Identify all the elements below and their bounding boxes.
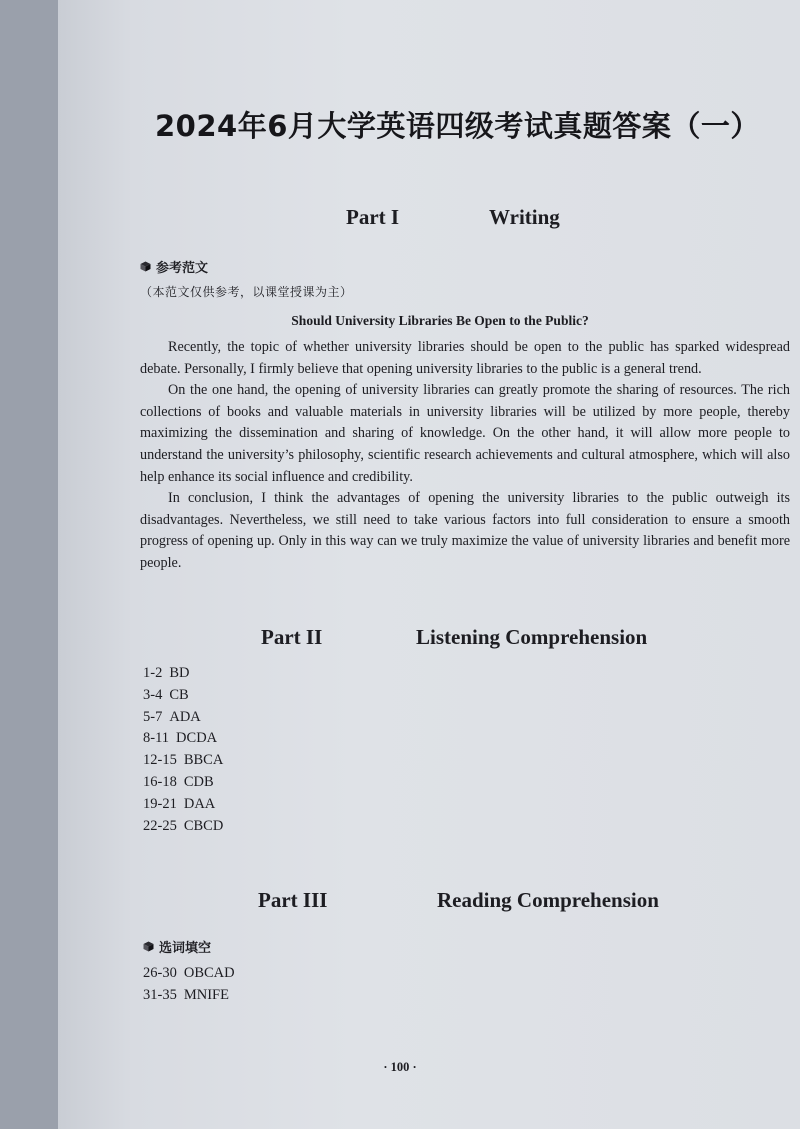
answer-range: 1-2	[143, 665, 163, 681]
answer-range: 3-4	[143, 686, 163, 703]
part1-number: Part I	[346, 205, 400, 229]
essay-paragraph: On the one hand, the opening of university libraries can greatly promote the sharing of resources. The rich collections of books and valuable materials in university libraries will be utilized by more people, thereby maximizing the dissemination and sharing of knowledge. On the other hand, it will allow more people to understand the university’s philosophy, scientific research achievements and cultural atmosphere, which will also help enhance its social influence and credibility.	[140, 382, 790, 485]
part3-subsection	[143, 937, 211, 956]
part1-subsection-label: 参考范文	[156, 261, 209, 276]
answer-range: 5-7	[143, 708, 163, 725]
answer-row	[143, 728, 223, 750]
answer-value: MNIFE	[183, 986, 229, 1003]
answer-row	[143, 963, 235, 985]
reading-answers	[143, 963, 235, 1007]
answer-range: 31-35	[143, 986, 177, 1003]
answer-value: DCDA	[176, 730, 218, 747]
part1-subsection	[140, 257, 208, 276]
part3-name: Reading Comprehension	[437, 888, 659, 912]
answer-row	[143, 707, 223, 729]
answer-value: ADA	[169, 708, 201, 725]
essay-body	[140, 337, 790, 575]
part3-subsection-label: 选词填空	[159, 941, 212, 956]
answer-row	[143, 750, 223, 772]
answer-range: 16-18	[143, 773, 177, 790]
answer-range: 19-21	[143, 795, 177, 812]
answer-row	[143, 685, 223, 707]
answer-row	[143, 772, 223, 794]
answer-value: OBCAD	[183, 965, 235, 981]
answer-value: BD	[169, 665, 190, 681]
answer-value: CDB	[183, 773, 214, 790]
answer-value: CB	[169, 686, 189, 703]
answer-range: 26-30	[143, 965, 177, 981]
part3-number: Part III	[258, 888, 328, 912]
essay-paragraph: In conclusion, I think the advantages of opening the university libraries to the public outweigh its disadvantages. Nevertheless, we still need to take various factors into full consideration to ensure a smooth progress of opening up. Only in this way can we truly maximize the value of university libraries and benefit more people.	[140, 490, 790, 571]
part1-name: Writing	[489, 205, 560, 229]
page-title: 2024年6月大学英语四级考试真题答案（一）	[155, 109, 760, 143]
answer-range: 22-25	[143, 817, 177, 834]
answer-range: 12-15	[143, 752, 177, 769]
cube-bullet-icon	[140, 261, 151, 272]
part2-number: Part II	[261, 625, 323, 649]
essay-title: Should University Libraries Be Open to the Public?	[291, 313, 589, 328]
listening-answers	[143, 663, 223, 837]
answer-row	[143, 985, 235, 1007]
answer-value: DAA	[183, 795, 216, 812]
answer-value: CBCD	[183, 817, 224, 834]
answer-range: 8-11	[143, 730, 170, 747]
answer-value: BBCA	[183, 752, 224, 769]
essay-paragraph: Recently, the topic of whether university libraries should be open to the public has sparked widespread debate. Personally, I firmly believe that opening university libraries to the public is a general trend.	[140, 339, 790, 377]
part2-name: Listening Comprehension	[416, 625, 648, 649]
essay-note: （本范文仅供参考，以课堂授课为主）	[140, 285, 353, 299]
answer-row	[143, 663, 223, 685]
page-number: · 100 ·	[383, 1060, 417, 1074]
answer-row	[143, 794, 223, 816]
cube-bullet-icon	[143, 941, 154, 952]
answer-row	[143, 816, 223, 838]
